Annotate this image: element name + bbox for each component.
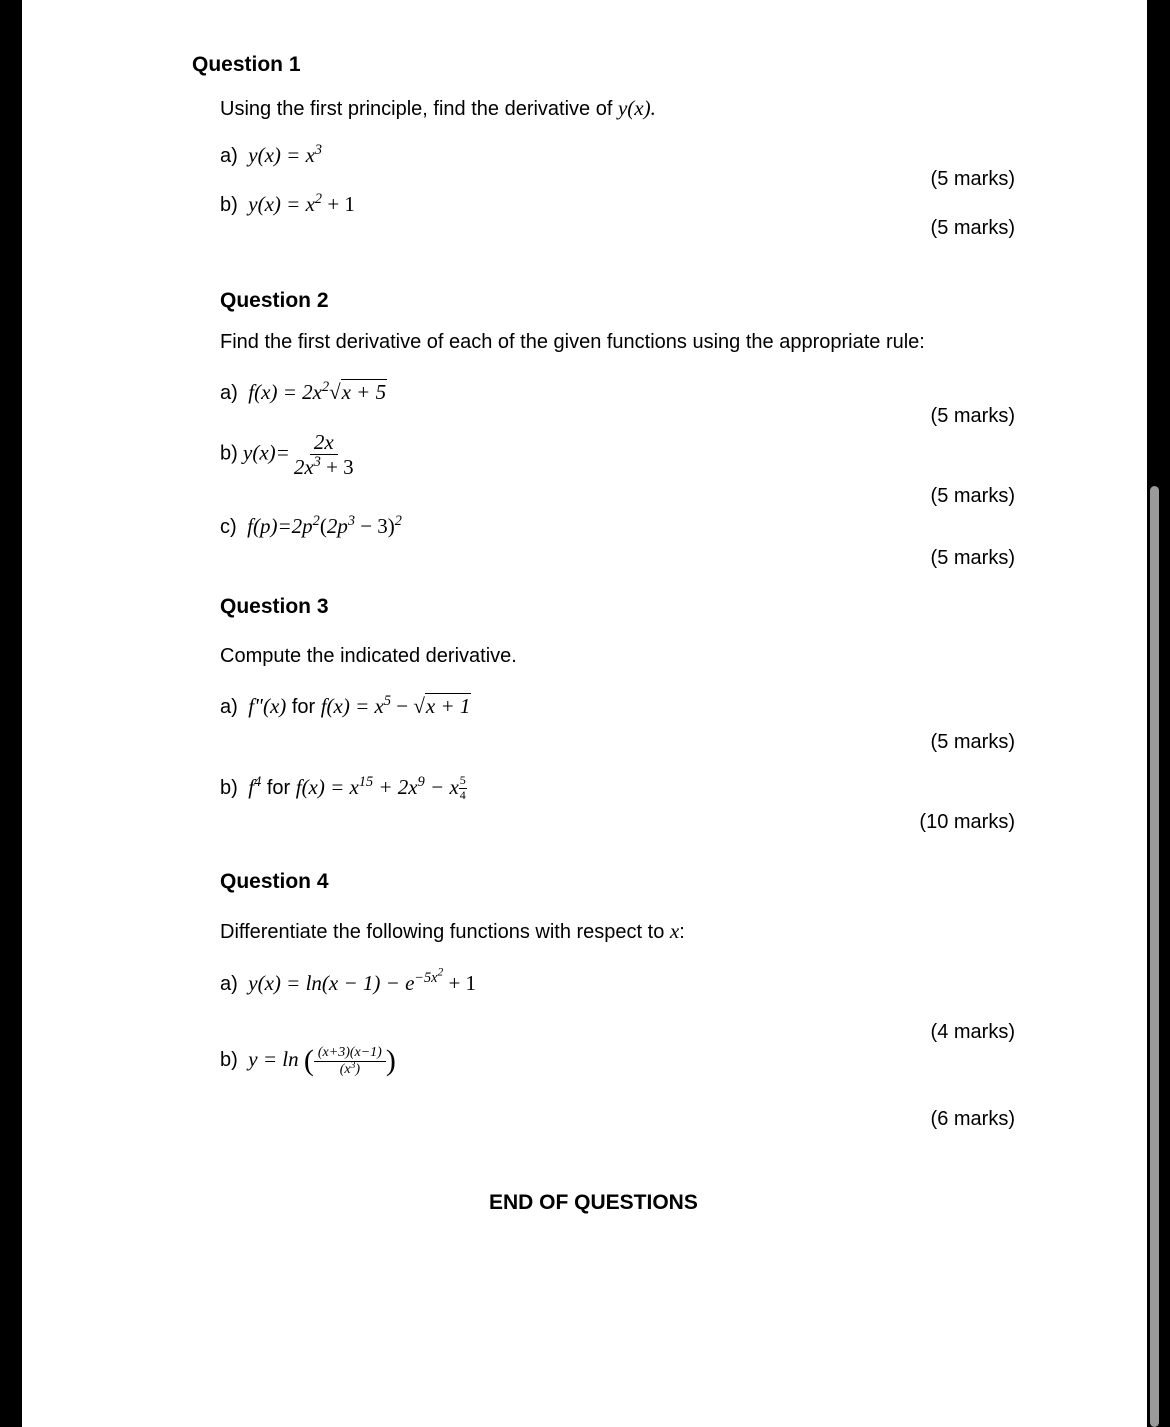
question-2b: b) y(x)= $\frac{2x}{2x^3 + 3}$ (220, 430, 358, 479)
question-1a: a) $y(x) = x^3$ (220, 142, 323, 167)
question-3a-marks: (5 marks) (930, 731, 1015, 753)
question-4b: b) y = ln ( $\frac{(x+3)(x-1)}{(x^3)}$ ) (220, 1044, 396, 1077)
sqrt-symbol: √x + 5 (329, 380, 387, 404)
vertical-scrollbar[interactable] (1150, 486, 1159, 1427)
question-4-title: Question 4 (220, 870, 329, 893)
question-1-title: Question 1 (192, 53, 301, 76)
fraction: $\frac{2x}{2x^3 + 3}$ (293, 430, 354, 480)
question-3b-marks: (10 marks) (919, 811, 1015, 833)
question-2b-marks: (5 marks) (930, 485, 1015, 507)
question-2c-marks: (5 marks) (930, 547, 1015, 569)
question-1a-marks: (5 marks) (930, 168, 1015, 190)
question-3-title: Question 3 (220, 595, 329, 618)
question-4-prompt: Differentiate the following functions with respect to x: (220, 919, 685, 943)
question-4b-marks: (6 marks) (930, 1108, 1015, 1130)
question-2-title: Question 2 (220, 289, 329, 312)
end-of-questions: END OF QUESTIONS (489, 1191, 698, 1214)
sqrt-symbol: √x + 1 (413, 694, 471, 718)
question-1b: b) $y(x) = x^2 + 1$ (220, 191, 355, 216)
question-2-prompt: Find the first derivative of each of the given functions using the appropriate rule: (220, 331, 925, 353)
question-2a: a) $f(x) = 2x^2√x + 5$ (220, 379, 387, 404)
document-page (22, 0, 1147, 1427)
question-1-prompt: Using the first principle, find the derivative of y(x). (220, 96, 656, 120)
question-3b: b) $f^4$ for $f(x) = x^{15} + 2x^9 - x$ $^{\frac{5}{4}}$ (220, 773, 466, 802)
question-1b-marks: (5 marks) (930, 217, 1015, 239)
question-4a-marks: (4 marks) (930, 1021, 1015, 1043)
question-3a: a) f"(x) for $f(x) = x^5 - √x + 1$ (220, 693, 471, 718)
question-4a: a) $y(x) = \ln(x - 1) - e^{-5x^2} + 1$ (220, 966, 477, 995)
question-2c: c) $f(p)=2p^2(2p^3 - 3)^2$ (220, 513, 402, 538)
question-3-prompt: Compute the indicated derivative. (220, 645, 517, 667)
question-2a-marks: (5 marks) (930, 405, 1015, 427)
